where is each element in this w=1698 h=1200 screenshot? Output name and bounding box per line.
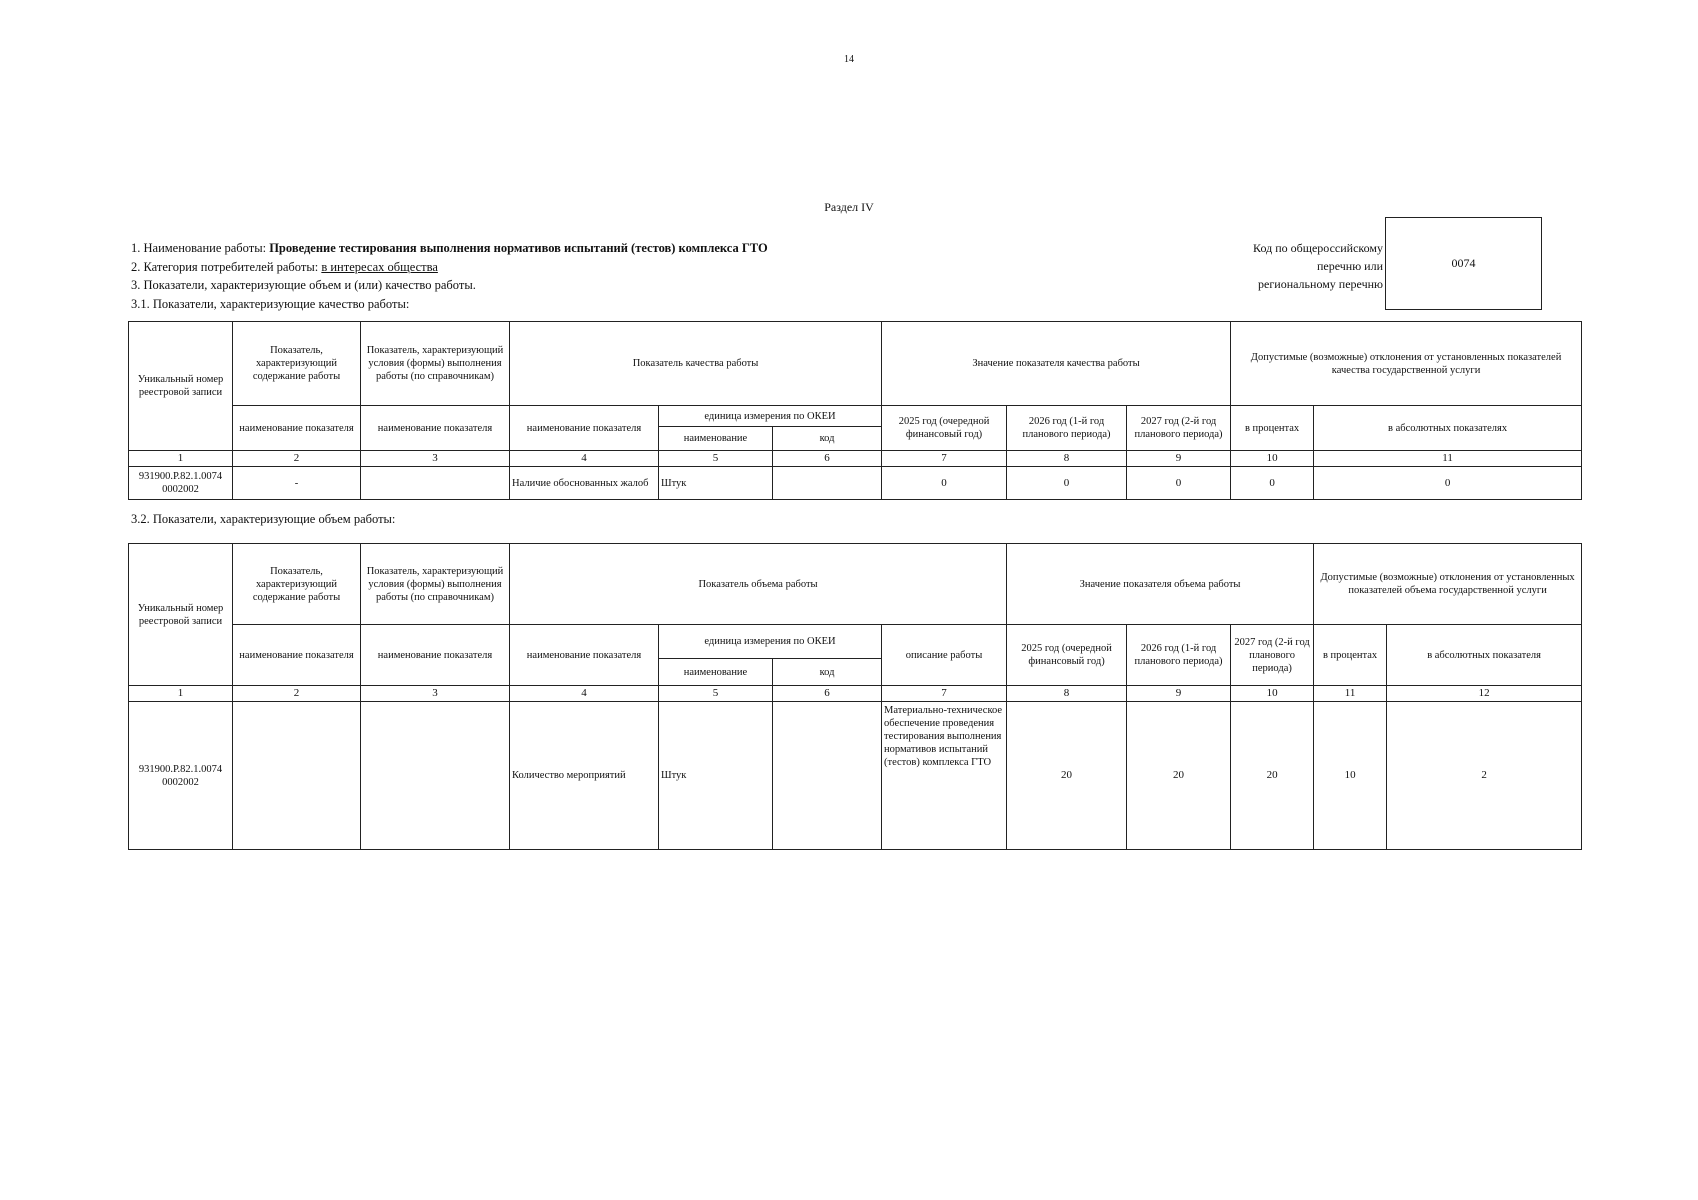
column-number: 3 (361, 451, 510, 467)
header-content-indicator: Показатель, характеризующий содержание работы (233, 544, 361, 625)
column-number: 3 (361, 686, 510, 702)
cell-2025: 0 (882, 467, 1007, 500)
column-number: 6 (773, 451, 882, 467)
header-description: описание работы (882, 625, 1007, 686)
column-number: 4 (510, 451, 659, 467)
cell-content (233, 702, 361, 850)
header-percent: в процентах (1231, 406, 1314, 451)
table-row (129, 702, 1582, 850)
column-number: 1 (129, 451, 233, 467)
column-number: 7 (882, 686, 1007, 702)
header-year-2027: 2027 год (2-й год планового периода) (1127, 406, 1231, 451)
quality-table (128, 321, 1582, 500)
header-year-2026: 2026 год (1-й год планового периода) (1007, 406, 1127, 451)
column-number: 12 (1387, 686, 1582, 702)
cell-2026: 0 (1007, 467, 1127, 500)
header-unit-code: код (773, 659, 882, 686)
column-number: 9 (1127, 686, 1231, 702)
header-absolute: в абсолютных показателя (1387, 625, 1582, 686)
consumer-category-label: 2. Категория потребителей работы: (131, 259, 322, 274)
header-volume-indicator: Показатель объема работы (510, 544, 1007, 625)
code-label-line-3: региональному перечню (1258, 277, 1383, 291)
cell-unit-name: Штук (659, 702, 773, 850)
cell-2027: 0 (1127, 467, 1231, 500)
indicators-line: 3. Показатели, характеризующие объем и (или) качество работы. (131, 278, 476, 292)
column-number: 2 (233, 451, 361, 467)
cell-2027: 20 (1231, 702, 1314, 850)
header-conditions-indicator: Показатель, характеризующий условия (формы) выполнения работы (по справочникам) (361, 544, 510, 625)
column-number: 5 (659, 451, 773, 467)
consumer-category-line (131, 258, 768, 277)
header-unit-name: наименование (659, 427, 773, 451)
column-number-row (129, 686, 1582, 702)
quality-indicators-line: 3.1. Показатели, характеризующие качество работы: (131, 296, 410, 311)
column-number: 11 (1314, 451, 1582, 467)
header-indicator-name: наименование показателя (510, 406, 659, 451)
header-volume-value: Значение показателя объема работы (1007, 544, 1314, 625)
column-number: 8 (1007, 451, 1127, 467)
work-name-line (131, 239, 768, 258)
code-label (1163, 239, 1383, 293)
column-number: 6 (773, 686, 882, 702)
header-content-name: наименование показателя (233, 625, 361, 686)
header-deviation: Допустимые (возможные) отклонения от установленных показателей качества государственной услуги (1231, 322, 1582, 406)
column-number: 2 (233, 686, 361, 702)
column-number: 8 (1007, 686, 1127, 702)
header-unit: единица измерения по ОКЕИ (659, 625, 882, 659)
header-conditions-name: наименование показателя (361, 625, 510, 686)
column-number: 9 (1127, 451, 1231, 467)
cell-unique-number: 931900.Р.82.1.0074 0002002 (129, 467, 233, 500)
cell-unit-name: Штук (659, 467, 773, 500)
code-label-line-2: перечню или (1316, 259, 1383, 273)
header-year-2027: 2027 год (2-й год планового периода) (1231, 625, 1314, 686)
page-number: 14 (844, 54, 854, 65)
header-unit-code: код (773, 427, 882, 451)
column-number: 11 (1314, 686, 1387, 702)
header-indicator-name: наименование показателя (510, 625, 659, 686)
header-content-name: наименование показателя (233, 406, 361, 451)
column-number: 10 (1231, 686, 1314, 702)
cell-conditions (361, 702, 510, 850)
header-year-2025: 2025 год (очередной финансовый год) (882, 406, 1007, 451)
work-name: Проведение тестирования выполнения нормативов испытаний (тестов) комплекса ГТО (269, 241, 768, 255)
volume-table (128, 543, 1582, 850)
cell-conditions (361, 467, 510, 500)
work-info (131, 239, 768, 313)
code-label-line-1: Код по общероссийскому (1253, 241, 1383, 255)
cell-2025: 20 (1007, 702, 1127, 850)
consumer-category: в интересах общества (321, 259, 438, 274)
table-row (129, 467, 1582, 500)
header-quality-value: Значение показателя качества работы (882, 322, 1231, 406)
work-name-label: 1. Наименование работы: (131, 241, 270, 255)
cell-absolute: 2 (1387, 702, 1582, 850)
cell-percent: 10 (1314, 702, 1387, 850)
column-number-row (129, 451, 1582, 467)
header-percent: в процентах (1314, 625, 1387, 686)
cell-unit-code (773, 702, 882, 850)
header-quality-indicator: Показатель качества работы (510, 322, 882, 406)
header-unit-name: наименование (659, 659, 773, 686)
column-number: 7 (882, 451, 1007, 467)
header-unit: единица измерения по ОКЕИ (659, 406, 882, 427)
cell-2026: 20 (1127, 702, 1231, 850)
cell-description: Материально-техническое обеспечение проведения тестирования выполнения нормативов испытаний (тестов) комплекса ГТО (882, 702, 1007, 850)
header-year-2026: 2026 год (1-й год планового периода) (1127, 625, 1231, 686)
header-conditions-name: наименование показателя (361, 406, 510, 451)
header-absolute: в абсолютных показателях (1314, 406, 1582, 451)
section-title: Раздел IV (824, 200, 874, 214)
cell-indicator: Наличие обоснованных жалоб (510, 467, 659, 500)
header-content-indicator: Показатель, характеризующий содержание работы (233, 322, 361, 406)
header-year-2025: 2025 год (очередной финансовый год) (1007, 625, 1127, 686)
cell-content: - (233, 467, 361, 500)
column-number: 1 (129, 686, 233, 702)
cell-percent: 0 (1231, 467, 1314, 500)
cell-indicator: Количество мероприятий (510, 702, 659, 850)
column-number: 10 (1231, 451, 1314, 467)
cell-unit-code (773, 467, 882, 500)
cell-unique-number: 931900.Р.82.1.0074 0002002 (129, 702, 233, 850)
header-deviation: Допустимые (возможные) отклонения от установленных показателей объема государственной услуги (1314, 544, 1582, 625)
header-unique-number: Уникальный номер реестровой записи (129, 322, 233, 451)
column-number: 4 (510, 686, 659, 702)
volume-indicators-title: 3.2. Показатели, характеризующие объем работы: (131, 512, 396, 526)
cell-absolute: 0 (1314, 467, 1582, 500)
code-box: 0074 (1385, 217, 1542, 310)
header-conditions-indicator: Показатель, характеризующий условия (формы) выполнения работы (по справочникам) (361, 322, 510, 406)
header-unique-number: Уникальный номер реестровой записи (129, 544, 233, 686)
column-number: 5 (659, 686, 773, 702)
